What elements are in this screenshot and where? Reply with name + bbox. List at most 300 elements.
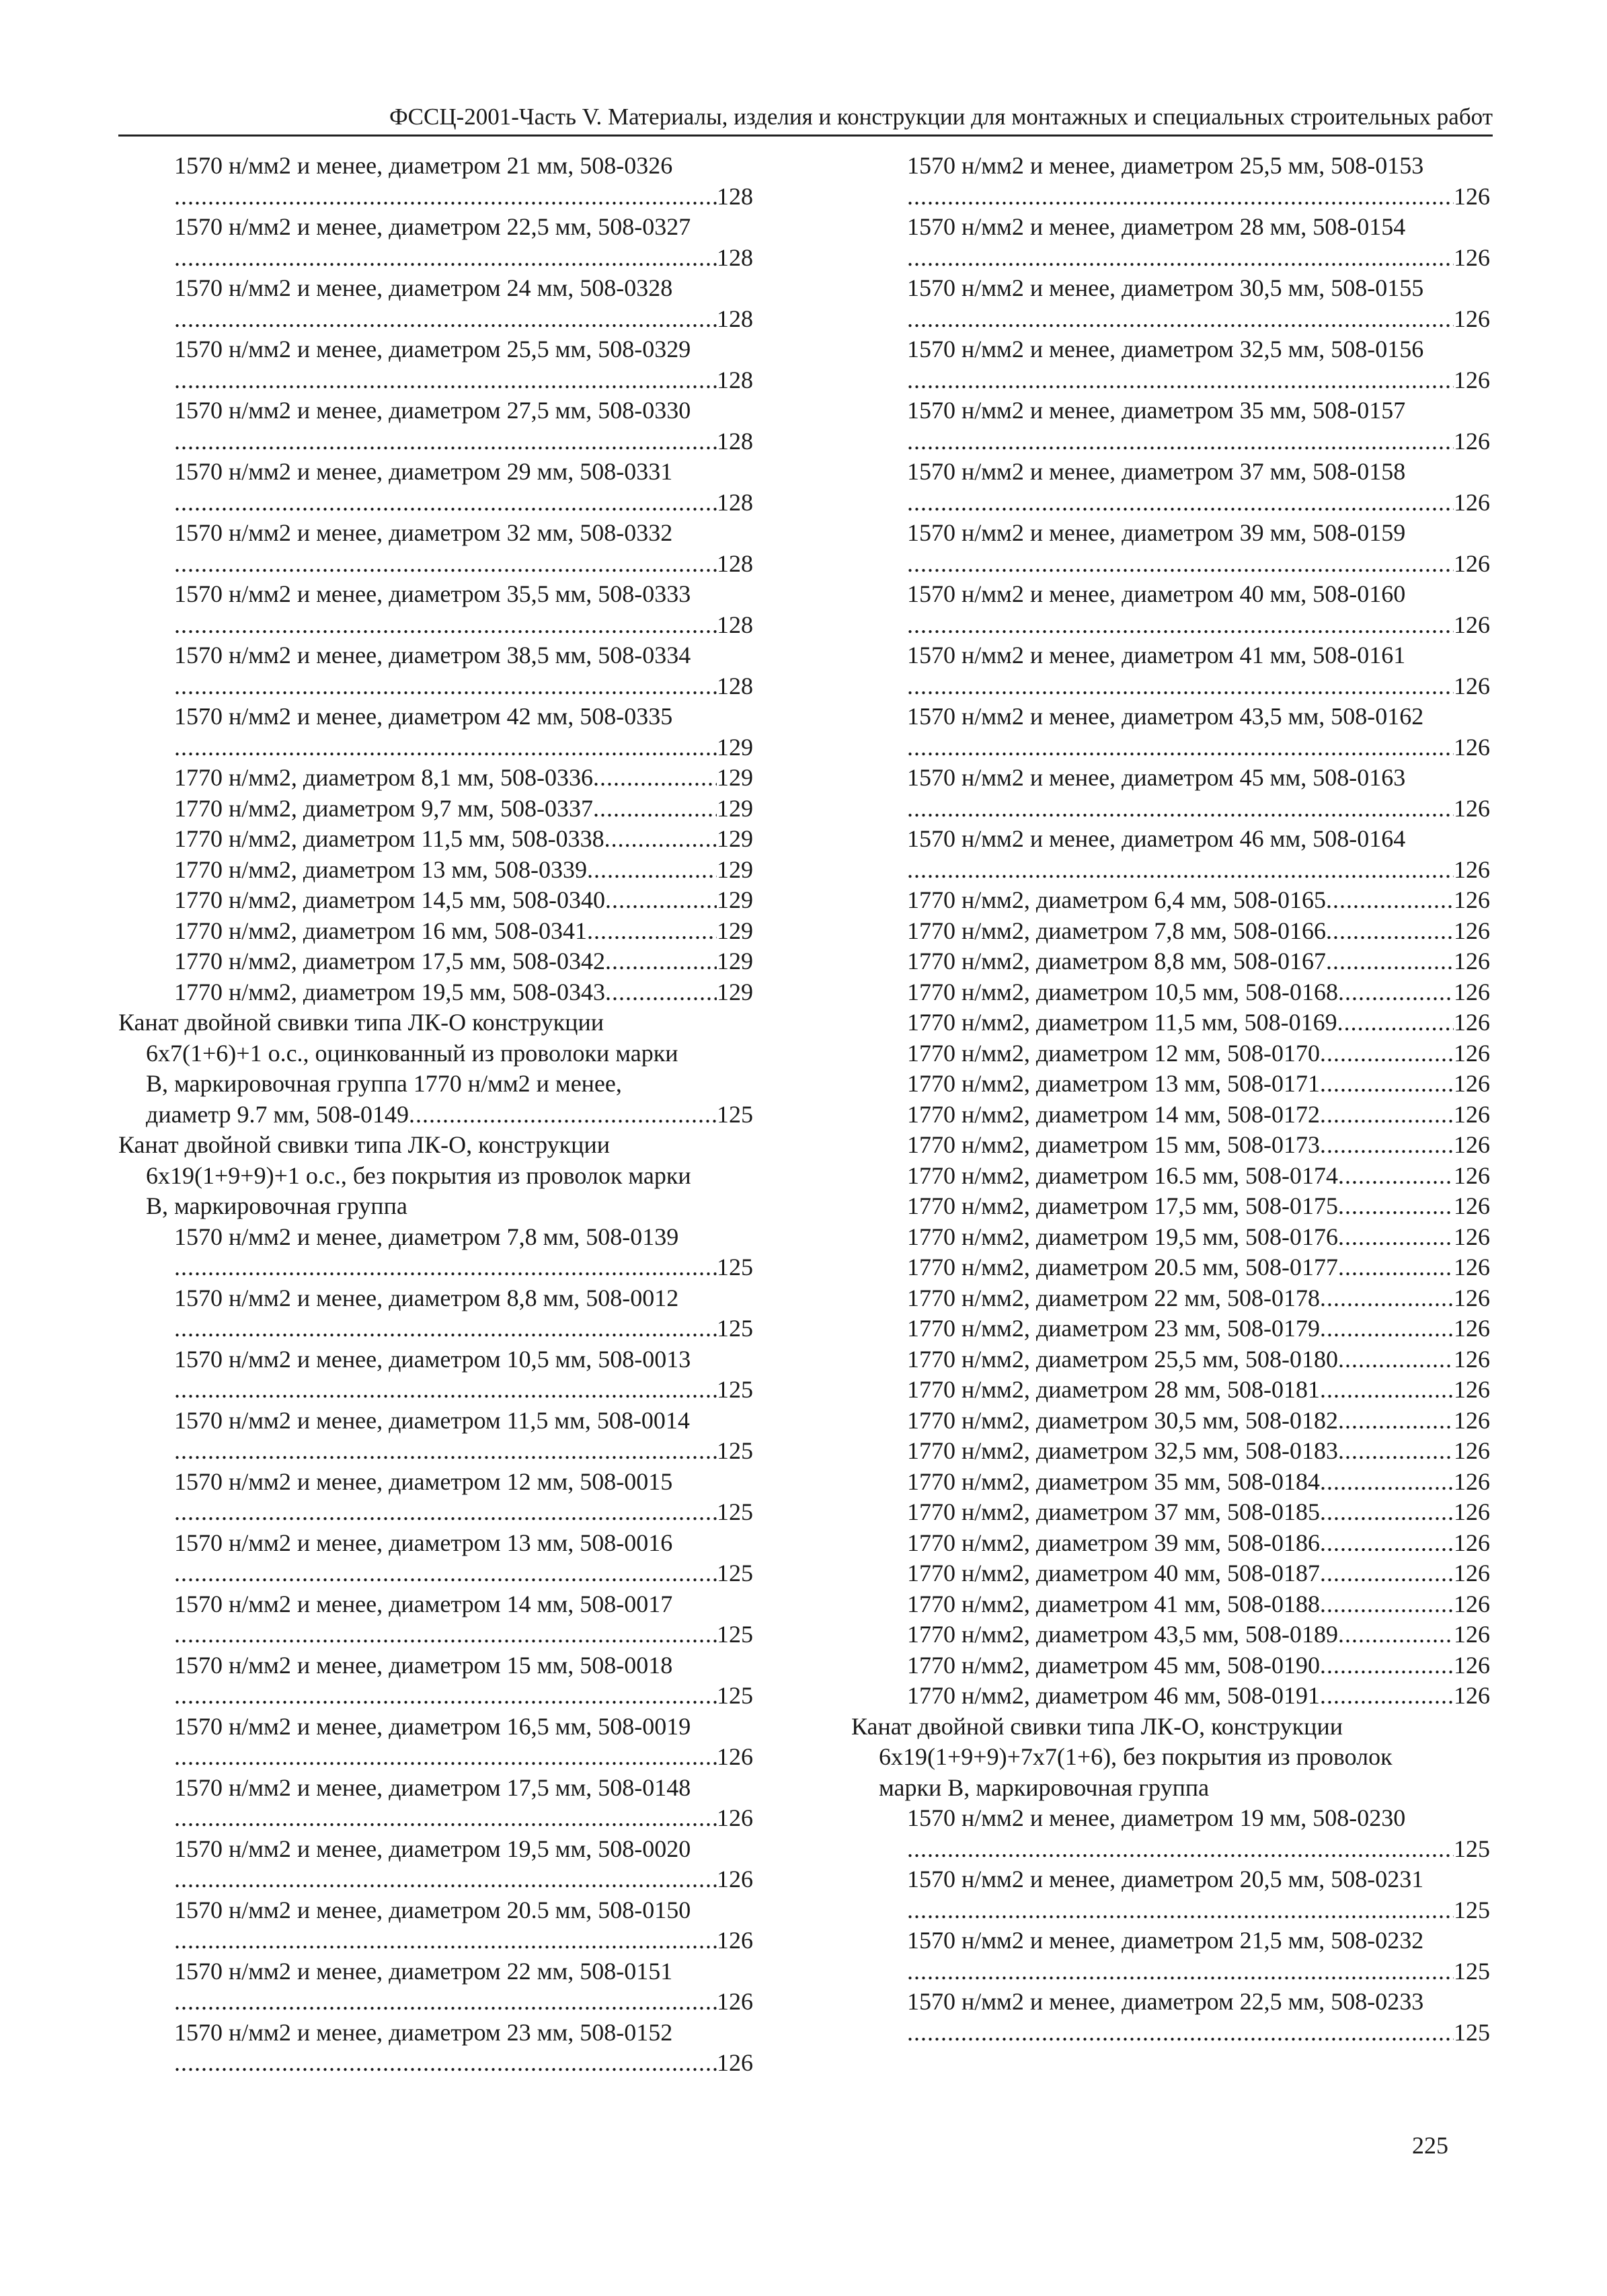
entry-text: 1570 н/мм2 и менее, диаметром 13 мм, 508-0016 bbox=[174, 1529, 673, 1556]
left-group-1 bbox=[118, 1007, 753, 1130]
dot-leader bbox=[907, 182, 1454, 213]
index-entry bbox=[851, 1558, 1490, 1589]
dot-leader bbox=[1320, 1375, 1454, 1406]
entry-text: 1570 н/мм2 и менее, диаметром 19 мм, 508-0230 bbox=[907, 1804, 1406, 1831]
entry-page-line bbox=[907, 549, 1490, 580]
entry-text: 1570 н/мм2 и менее, диаметром 22 мм, 508-0151 bbox=[174, 1957, 673, 1985]
page-ref: 126 bbox=[1454, 366, 1490, 393]
left-group-2 bbox=[118, 1130, 753, 1222]
index-entry bbox=[851, 824, 1490, 885]
index-entry bbox=[118, 794, 753, 825]
index-entry bbox=[118, 334, 753, 395]
page-ref: 126 bbox=[1454, 305, 1490, 332]
index-entry bbox=[118, 1283, 753, 1344]
index-entry bbox=[851, 457, 1490, 518]
dot-leader bbox=[1338, 1436, 1454, 1467]
dot-leader bbox=[1320, 1130, 1454, 1161]
page-ref: 126 bbox=[1454, 1284, 1490, 1311]
index-entry bbox=[851, 1375, 1490, 1406]
index-entry bbox=[118, 579, 753, 640]
page-ref: 128 bbox=[717, 427, 753, 455]
entry-page-line bbox=[174, 1803, 753, 1834]
entry-page-line bbox=[174, 304, 753, 335]
page-ref: 126 bbox=[1454, 1376, 1490, 1403]
dot-leader bbox=[604, 824, 717, 855]
index-entry bbox=[118, 977, 753, 1008]
dot-leader bbox=[907, 426, 1454, 457]
entry-page-line bbox=[907, 732, 1490, 763]
dot-leader bbox=[1320, 1589, 1454, 1620]
page-ref: 126 bbox=[1454, 182, 1490, 210]
index-entry bbox=[851, 1528, 1490, 1559]
index-entry bbox=[118, 1344, 753, 1406]
page-ref: 129 bbox=[717, 886, 753, 913]
index-entry bbox=[851, 273, 1490, 334]
entry-text: 1570 н/мм2 и менее, диаметром 14 мм, 508-0017 bbox=[174, 1590, 673, 1617]
entry-page-line bbox=[907, 1895, 1490, 1926]
entry-text: 1770 н/мм2, диаметром 46 мм, 508-0191 bbox=[907, 1682, 1320, 1709]
entry-page-line bbox=[174, 1375, 753, 1406]
page-ref: 128 bbox=[717, 366, 753, 393]
entry-page-line bbox=[174, 1864, 753, 1895]
page-ref: 125 bbox=[1454, 1896, 1490, 1923]
page-ref: 128 bbox=[717, 305, 753, 332]
entry-page-line bbox=[907, 426, 1490, 457]
entry-text: 1770 н/мм2, диаметром 19,5 мм, 508-0176 bbox=[907, 1223, 1338, 1250]
entry-page-line bbox=[174, 1313, 753, 1344]
entry-text: 1570 н/мм2 и менее, диаметром 41 мм, 508-0161 bbox=[907, 642, 1406, 668]
dot-leader bbox=[907, 243, 1454, 274]
entry-page-line bbox=[174, 671, 753, 702]
group-heading-line: Канат двойной свивки типа ЛК-О, конструкции bbox=[118, 1131, 610, 1158]
index-entry bbox=[851, 1497, 1490, 1528]
entry-text: 1770 н/мм2, диаметром 12 мм, 508-0170 bbox=[907, 1039, 1320, 1067]
entry-page-line bbox=[174, 1436, 753, 1467]
dot-leader bbox=[1338, 1191, 1454, 1222]
entry-text: 1570 н/мм2 и менее, диаметром 8,8 мм, 508-0012 bbox=[174, 1284, 679, 1311]
entry-text: 1570 н/мм2 и менее, диаметром 16,5 мм, 508-0019 bbox=[174, 1712, 691, 1740]
page-ref: 126 bbox=[1454, 1560, 1490, 1586]
index-entry bbox=[118, 212, 753, 273]
entry-page-line bbox=[174, 1252, 753, 1283]
page-ref: 126 bbox=[717, 1743, 753, 1770]
dot-leader bbox=[1337, 1007, 1454, 1038]
dot-leader bbox=[174, 1681, 717, 1712]
index-entry bbox=[118, 824, 753, 855]
page-ref: 126 bbox=[1454, 733, 1490, 761]
entry-text: 1770 н/мм2, диаметром 11,5 мм, 508-0338 bbox=[174, 825, 604, 852]
left-entries-top bbox=[118, 151, 753, 763]
index-entry bbox=[851, 1650, 1490, 1681]
index-entry bbox=[851, 579, 1490, 640]
index-entry bbox=[851, 1038, 1490, 1069]
index-entry bbox=[851, 1925, 1490, 1987]
entry-text: 1570 н/мм2 и менее, диаметром 20,5 мм, 508-0231 bbox=[907, 1866, 1424, 1892]
dot-leader bbox=[605, 977, 717, 1008]
index-entry bbox=[851, 1987, 1490, 2048]
page-ref: 126 bbox=[1454, 1467, 1490, 1495]
index-entry bbox=[118, 1589, 753, 1650]
entry-text: 1570 н/мм2 и менее, диаметром 20.5 мм, 508-0150 bbox=[174, 1896, 691, 1923]
index-entry bbox=[851, 1222, 1490, 1253]
left-entries-bottom bbox=[118, 1222, 753, 2079]
index-entry bbox=[118, 1406, 753, 1467]
dot-leader bbox=[1320, 1558, 1454, 1589]
page-ref: 126 bbox=[1454, 611, 1490, 638]
index-entry bbox=[851, 1406, 1490, 1437]
entry-page-line bbox=[174, 732, 753, 763]
dot-leader bbox=[1326, 946, 1454, 977]
index-entry bbox=[118, 457, 753, 518]
dot-leader bbox=[1338, 1222, 1454, 1253]
entry-text: 1770 н/мм2, диаметром 13 мм, 508-0171 bbox=[907, 1070, 1320, 1097]
entry-text: 1570 н/мм2 и менее, диаметром 35,5 мм, 508-0333 bbox=[174, 580, 691, 607]
entry-page-line bbox=[907, 2018, 1490, 2049]
page-ref: 125 bbox=[1454, 1957, 1490, 1985]
dot-leader bbox=[174, 182, 717, 213]
entry-text: 1570 н/мм2 и менее, диаметром 23 мм, 508-0152 bbox=[174, 2018, 673, 2046]
entry-page-line bbox=[174, 426, 753, 457]
entry-text: 1570 н/мм2 и менее, диаметром 45 мм, 508-0163 bbox=[907, 764, 1406, 791]
right-group bbox=[851, 1712, 1490, 1804]
entry-text: 1770 н/мм2, диаметром 32,5 мм, 508-0183 bbox=[907, 1437, 1338, 1464]
entry-text: 1770 н/мм2, диаметром 19,5 мм, 508-0343 bbox=[174, 978, 605, 1005]
index-entry bbox=[851, 640, 1490, 701]
entry-text: 1570 н/мм2 и менее, диаметром 32 мм, 508-0332 bbox=[174, 519, 673, 546]
entry-text: 1770 н/мм2, диаметром 17,5 мм, 508-0342 bbox=[174, 948, 605, 974]
entry-page-line bbox=[174, 365, 753, 396]
dot-leader bbox=[174, 1742, 717, 1773]
dot-leader bbox=[1320, 1681, 1454, 1712]
entry-text: 1570 н/мм2 и менее, диаметром 43,5 мм, 508-0162 bbox=[907, 703, 1424, 730]
entry-text: 1770 н/мм2, диаметром 41 мм, 508-0188 bbox=[907, 1590, 1320, 1617]
entry-text: 1570 н/мм2 и менее, диаметром 29 мм, 508-0331 bbox=[174, 458, 673, 485]
page-ref: 126 bbox=[1454, 1682, 1490, 1709]
page-ref: 126 bbox=[717, 1866, 753, 1892]
entry-text: 1570 н/мм2 и менее, диаметром 25,5 мм, 508-0329 bbox=[174, 336, 691, 362]
entry-text: 1770 н/мм2, диаметром 30,5 мм, 508-0182 bbox=[907, 1406, 1338, 1434]
page-ref: 125 bbox=[717, 1315, 753, 1342]
entry-text: 1570 н/мм2 и менее, диаметром 27,5 мм, 508-0330 bbox=[174, 397, 691, 424]
entry-text: 1570 н/мм2 и менее, диаметром 38,5 мм, 508-0334 bbox=[174, 642, 691, 668]
dot-leader bbox=[907, 855, 1454, 886]
page-ref: 129 bbox=[717, 855, 753, 883]
dot-leader bbox=[907, 488, 1454, 519]
index-entry bbox=[851, 334, 1490, 395]
index-entry bbox=[118, 1773, 753, 1834]
page-ref: 128 bbox=[717, 488, 753, 516]
entry-text: 1570 н/мм2 и менее, диаметром 11,5 мм, 508-0014 bbox=[174, 1406, 690, 1434]
page-ref: 129 bbox=[717, 794, 753, 822]
left-entries-single bbox=[118, 763, 753, 1007]
index-entry bbox=[118, 518, 753, 579]
group-heading-line: В, маркировочная группа 1770 н/мм2 и менее, bbox=[146, 1070, 622, 1097]
page-ref: 129 bbox=[717, 917, 753, 944]
index-entry bbox=[851, 1130, 1490, 1161]
entry-page-line bbox=[174, 549, 753, 580]
dot-leader bbox=[907, 549, 1454, 580]
dot-leader bbox=[1326, 885, 1454, 916]
running-title: ФССЦ-2001-Часть V. Материалы, изделия и конструкции для монтажных и специальных строительных работ bbox=[389, 104, 1493, 130]
dot-leader bbox=[587, 855, 717, 886]
index-entry bbox=[851, 885, 1490, 916]
index-entry bbox=[118, 1712, 753, 1773]
entry-text: 1570 н/мм2 и менее, диаметром 39 мм, 508-0159 bbox=[907, 519, 1406, 546]
index-entry bbox=[851, 1436, 1490, 1467]
page-ref: 129 bbox=[717, 948, 753, 974]
entry-page-line bbox=[174, 610, 753, 641]
entry-text: 1770 н/мм2, диаметром 25,5 мм, 508-0180 bbox=[907, 1345, 1338, 1373]
entry-text: 1570 н/мм2 и менее, диаметром 17,5 мм, 508-0148 bbox=[174, 1773, 691, 1801]
dot-leader bbox=[174, 671, 717, 702]
dot-leader bbox=[907, 671, 1454, 702]
page-ref: 126 bbox=[1454, 1161, 1490, 1189]
entry-text: 1570 н/мм2 и менее, диаметром 21 мм, 508-0326 bbox=[174, 152, 673, 179]
page-ref: 126 bbox=[717, 1804, 753, 1831]
dot-leader bbox=[174, 1925, 717, 1956]
index-entry bbox=[851, 701, 1490, 763]
index-entry bbox=[851, 1467, 1490, 1498]
dot-leader bbox=[174, 1436, 717, 1467]
index-entry bbox=[118, 1222, 753, 1283]
dot-leader bbox=[174, 304, 717, 335]
page-ref: 126 bbox=[1454, 1192, 1490, 1219]
index-entry bbox=[851, 916, 1490, 947]
page-ref: 125 bbox=[717, 1498, 753, 1525]
index-entry bbox=[118, 946, 753, 977]
dot-leader bbox=[1320, 1467, 1454, 1498]
index-entry bbox=[118, 395, 753, 457]
entry-text: 1570 н/мм2 и менее, диаметром 30,5 мм, 508-0155 bbox=[907, 274, 1424, 301]
page-ref: 126 bbox=[1454, 1009, 1490, 1036]
dot-leader bbox=[174, 426, 717, 457]
page-ref: 126 bbox=[1454, 1529, 1490, 1556]
entry-page-line bbox=[174, 488, 753, 519]
page-ref: 126 bbox=[1454, 1590, 1490, 1617]
dot-leader bbox=[907, 732, 1454, 763]
page-ref: 126 bbox=[717, 2049, 753, 2076]
dot-leader bbox=[907, 1834, 1454, 1865]
entry-page-line bbox=[174, 1681, 753, 1712]
page-ref: 126 bbox=[1454, 549, 1490, 577]
page-ref: 129 bbox=[717, 733, 753, 761]
dot-leader bbox=[174, 1497, 717, 1528]
dot-leader bbox=[605, 885, 717, 916]
dot-leader bbox=[1338, 1619, 1454, 1650]
entry-page-line bbox=[174, 1497, 753, 1528]
index-entry bbox=[851, 1681, 1490, 1712]
dot-leader bbox=[605, 946, 717, 977]
dot-leader bbox=[1320, 1283, 1454, 1314]
page-ref: 126 bbox=[1454, 1345, 1490, 1373]
entry-text: 1770 н/мм2, диаметром 35 мм, 508-0184 bbox=[907, 1467, 1320, 1495]
entry-page-line bbox=[907, 610, 1490, 641]
entry-page-line bbox=[174, 1987, 753, 2018]
index-entry bbox=[118, 916, 753, 947]
page-ref: 126 bbox=[1454, 1406, 1490, 1434]
index-entry bbox=[851, 1161, 1490, 1192]
entry-page-line bbox=[174, 182, 753, 213]
page-ref: 126 bbox=[1454, 794, 1490, 822]
index-entry bbox=[118, 1956, 753, 2018]
page-ref: 128 bbox=[717, 672, 753, 699]
dot-leader bbox=[174, 549, 717, 580]
index-entry bbox=[118, 1467, 753, 1528]
entry-text: 1770 н/мм2, диаметром 16 мм, 508-0341 bbox=[174, 917, 587, 944]
entry-text: 1770 н/мм2, диаметром 17,5 мм, 508-0175 bbox=[907, 1192, 1338, 1219]
page-ref: 126 bbox=[1454, 917, 1490, 944]
entry-text: 1770 н/мм2, диаметром 16.5 мм, 508-0174 bbox=[907, 1161, 1338, 1189]
dot-leader bbox=[907, 794, 1454, 825]
entry-page-line bbox=[907, 1956, 1490, 1987]
page-ref: 126 bbox=[1454, 855, 1490, 883]
index-entry bbox=[851, 946, 1490, 977]
index-entry bbox=[118, 1650, 753, 1712]
index-entry bbox=[118, 701, 753, 763]
page-ref: 126 bbox=[1454, 1651, 1490, 1679]
left-column bbox=[118, 151, 753, 2079]
group-heading-line: марки В, маркировочная группа bbox=[879, 1773, 1210, 1801]
entry-text: 1770 н/мм2, диаметром 28 мм, 508-0181 bbox=[907, 1376, 1320, 1403]
dot-leader bbox=[907, 2018, 1454, 2049]
dot-leader bbox=[174, 243, 717, 274]
dot-leader bbox=[1320, 1038, 1454, 1069]
entry-text: 1570 н/мм2 и менее, диаметром 35 мм, 508-0157 bbox=[907, 397, 1406, 424]
dot-leader bbox=[907, 1895, 1454, 1926]
page-ref: 126 bbox=[1454, 1070, 1490, 1097]
dot-leader bbox=[593, 794, 717, 825]
index-entry bbox=[851, 1344, 1490, 1375]
page-ref: 126 bbox=[1454, 1498, 1490, 1525]
entry-text: 1770 н/мм2, диаметром 13 мм, 508-0339 bbox=[174, 855, 587, 883]
page-ref: 125 bbox=[1454, 1835, 1490, 1862]
entry-text: 1570 н/мм2 и менее, диаметром 22,5 мм, 508-0327 bbox=[174, 213, 691, 240]
entry-text: 1570 н/мм2 и менее, диаметром 22,5 мм, 508-0233 bbox=[907, 1988, 1424, 2015]
group-heading-line: 6х19(1+9+9)+1 о.с., без покрытия из проволок марки bbox=[146, 1161, 691, 1189]
entry-page-line bbox=[907, 365, 1490, 396]
index-entry bbox=[118, 1528, 753, 1589]
page-ref: 126 bbox=[1454, 1621, 1490, 1648]
entry-text: 1570 н/мм2 и менее, диаметром 12 мм, 508-0015 bbox=[174, 1467, 673, 1495]
entry-text: 1770 н/мм2, диаметром 22 мм, 508-0178 bbox=[907, 1284, 1320, 1311]
entry-text: 1770 н/мм2, диаметром 23 мм, 508-0179 bbox=[907, 1315, 1320, 1342]
group-heading-line: 6х7(1+6)+1 о.с., оцинкованный из проволоки марки bbox=[146, 1039, 678, 1067]
index-entry bbox=[118, 2018, 753, 2079]
page-ref: 126 bbox=[1454, 978, 1490, 1005]
entry-page-line bbox=[174, 1742, 753, 1773]
page-ref: 126 bbox=[1454, 1039, 1490, 1067]
index-entry bbox=[851, 1589, 1490, 1620]
dot-leader bbox=[1320, 1069, 1454, 1100]
page-ref: 125 bbox=[1454, 2018, 1490, 2046]
entry-page-line bbox=[174, 243, 753, 274]
entry-page-line bbox=[907, 855, 1490, 886]
dot-leader bbox=[174, 1558, 717, 1589]
page-ref: 129 bbox=[717, 764, 753, 791]
entry-text: 1770 н/мм2, диаметром 39 мм, 508-0186 bbox=[907, 1529, 1320, 1556]
entry-page-line bbox=[174, 1558, 753, 1589]
running-header bbox=[118, 100, 1493, 137]
entry-text: 1570 н/мм2 и менее, диаметром 32,5 мм, 508-0156 bbox=[907, 336, 1424, 362]
dot-leader bbox=[174, 732, 717, 763]
dot-leader bbox=[1326, 916, 1454, 947]
entry-page-line bbox=[174, 1619, 753, 1650]
index-entry bbox=[851, 518, 1490, 579]
dot-leader bbox=[174, 1375, 717, 1406]
entry-page-line bbox=[907, 243, 1490, 274]
page-ref: 126 bbox=[1454, 672, 1490, 699]
dot-leader bbox=[409, 1100, 717, 1131]
page-ref: 126 bbox=[1454, 1223, 1490, 1250]
page-ref: 125 bbox=[717, 1254, 753, 1280]
index-entry bbox=[118, 1895, 753, 1956]
entry-text: 1770 н/мм2, диаметром 40 мм, 508-0187 bbox=[907, 1560, 1320, 1586]
dot-leader bbox=[1320, 1313, 1454, 1344]
dot-leader bbox=[174, 1987, 717, 2018]
entry-text: 1770 н/мм2, диаметром 20.5 мм, 508-0177 bbox=[907, 1254, 1338, 1280]
entry-text: 1770 н/мм2, диаметром 10,5 мм, 508-0168 bbox=[907, 978, 1338, 1005]
dot-leader bbox=[174, 1619, 717, 1650]
index-entry bbox=[851, 1252, 1490, 1283]
page-ref: 125 bbox=[717, 1682, 753, 1709]
dot-leader bbox=[907, 1956, 1454, 1987]
entry-text: 1770 н/мм2, диаметром 37 мм, 508-0185 bbox=[907, 1498, 1320, 1525]
entry-text: 1570 н/мм2 и менее, диаметром 10,5 мм, 508-0013 bbox=[174, 1345, 691, 1373]
page-ref: 128 bbox=[717, 182, 753, 210]
entry-text: 1570 н/мм2 и менее, диаметром 25,5 мм, 508-0153 bbox=[907, 152, 1424, 179]
index-entry bbox=[851, 1007, 1490, 1038]
group-heading-line: Канат двойной свивки типа ЛК-О конструкции bbox=[118, 1009, 604, 1036]
page-ref: 129 bbox=[717, 825, 753, 852]
index-entry bbox=[118, 763, 753, 794]
index-entry bbox=[118, 885, 753, 916]
dot-leader bbox=[593, 763, 717, 794]
index-entry bbox=[118, 855, 753, 886]
page-ref: 125 bbox=[717, 1100, 753, 1128]
index-entry bbox=[851, 1619, 1490, 1650]
entry-text: 1770 н/мм2, диаметром 43,5 мм, 508-0189 bbox=[907, 1621, 1338, 1648]
page-ref: 126 bbox=[717, 1927, 753, 1954]
entry-text: 1570 н/мм2 и менее, диаметром 40 мм, 508-0160 bbox=[907, 580, 1406, 607]
entry-page-line bbox=[174, 2048, 753, 2079]
page-ref: 126 bbox=[1454, 427, 1490, 455]
dot-leader bbox=[1320, 1528, 1454, 1559]
dot-leader bbox=[1320, 1650, 1454, 1681]
page-ref: 128 bbox=[717, 611, 753, 638]
dot-leader bbox=[1338, 1344, 1454, 1375]
index-entry bbox=[851, 1803, 1490, 1864]
dot-leader bbox=[907, 610, 1454, 641]
entry-page-line bbox=[907, 182, 1490, 213]
index-entry bbox=[851, 1283, 1490, 1314]
dot-leader bbox=[174, 1864, 717, 1895]
page-ref: 125 bbox=[717, 1437, 753, 1464]
entry-text: 1770 н/мм2, диаметром 8,1 мм, 508-0336 bbox=[174, 764, 593, 791]
page-ref: 125 bbox=[717, 1376, 753, 1403]
page-ref: 126 bbox=[1454, 1131, 1490, 1158]
dot-leader bbox=[174, 2048, 717, 2079]
group-heading-line: Канат двойной свивки типа ЛК-О, конструкции bbox=[851, 1712, 1343, 1740]
page-ref: 125 bbox=[717, 1621, 753, 1648]
entry-text: 1570 н/мм2 и менее, диаметром 21,5 мм, 508-0232 bbox=[907, 1927, 1424, 1954]
entry-text: 1570 н/мм2 и менее, диаметром 15 мм, 508-0018 bbox=[174, 1651, 673, 1679]
index-entry bbox=[118, 273, 753, 334]
index-entry bbox=[851, 151, 1490, 212]
entry-text: 1570 н/мм2 и менее, диаметром 7,8 мм, 508-0139 bbox=[174, 1223, 679, 1250]
entry-text: 1770 н/мм2, диаметром 11,5 мм, 508-0169 bbox=[907, 1009, 1337, 1036]
entry-page-line bbox=[174, 1925, 753, 1956]
page-ref: 126 bbox=[1454, 243, 1490, 271]
